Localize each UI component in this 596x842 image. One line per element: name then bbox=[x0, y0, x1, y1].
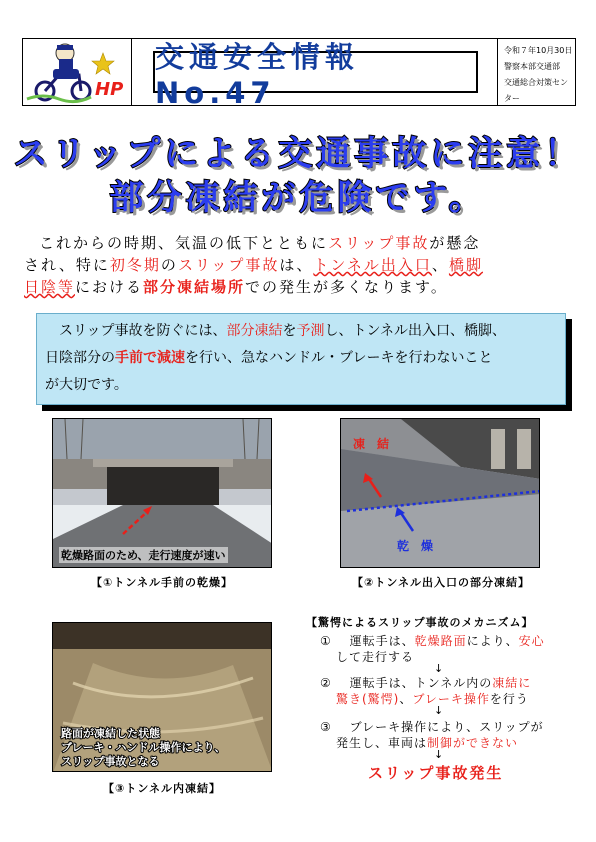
tip-line-3: が大切です。 bbox=[45, 377, 128, 393]
photo-3-caption: 【③トンネル内凍結】 bbox=[103, 782, 221, 795]
tip-line-1 bbox=[45, 318, 557, 345]
intro-text: 、 bbox=[431, 256, 449, 274]
intro-text: における bbox=[75, 278, 144, 296]
step-text: 、 bbox=[399, 692, 413, 706]
intro-highlight: 日陰等 bbox=[24, 278, 76, 296]
tip-highlight: 予測 bbox=[296, 323, 325, 339]
tip-highlight: 部分凍結 bbox=[226, 323, 283, 339]
step-highlight: 制御ができない bbox=[427, 736, 519, 750]
step-highlight: 安心 bbox=[518, 634, 545, 648]
intro-text: の bbox=[160, 256, 178, 274]
tip-text: を行い、急なハンドル・ブレーキを行わないこと bbox=[185, 350, 493, 366]
tip-highlight: 手前で減速 bbox=[115, 350, 185, 366]
step-highlight: 凍結に bbox=[492, 676, 532, 690]
issuer-info bbox=[497, 39, 575, 105]
photo-3-overlay-line-1: 路面が凍結した状態 bbox=[61, 727, 160, 740]
mechanism-step-2 bbox=[320, 674, 531, 691]
step-highlight: ブレーキ操作 bbox=[412, 692, 490, 706]
step-3-number: ③ bbox=[320, 720, 332, 734]
photo-2-caption: 【②トンネル出入口の部分凍結】 bbox=[352, 576, 530, 589]
mechanism-title: 【驚愕によるスリップ事故のメカニズム】 bbox=[306, 616, 534, 629]
tip-text: スリップ事故を防ぐには、 bbox=[59, 323, 227, 339]
intro-text: での発生が多くなります。 bbox=[245, 278, 448, 296]
photo-tunnel-inside bbox=[52, 622, 272, 772]
mechanism-step-3 bbox=[320, 718, 544, 735]
photo-tunnel-exit bbox=[340, 418, 540, 568]
step-text: 運転手は、 bbox=[349, 634, 415, 648]
tip-text: し、トンネル出入口、橋脚、 bbox=[324, 323, 507, 339]
intro-highlight: スリップ事故 bbox=[328, 234, 430, 252]
arrow-down-icon: ↓ bbox=[434, 662, 444, 675]
tip-box bbox=[36, 313, 566, 405]
photo-2-dry-label: 乾 燥 bbox=[397, 539, 434, 553]
photo-1-overlay: 乾燥路面のため、走行速度が速い bbox=[61, 549, 226, 562]
intro-highlight: スリップ事故 bbox=[177, 256, 280, 274]
intro-line-2 bbox=[24, 254, 576, 276]
issue-date: 令和７年10月30日 bbox=[504, 46, 573, 55]
intro-text: これからの時期、気温の低下とともに bbox=[39, 234, 329, 252]
mechanism-step-3-cont bbox=[336, 734, 518, 751]
logo-box bbox=[23, 39, 132, 105]
headline-line-1: スリップによる交通事故に注意！ bbox=[13, 134, 583, 174]
title-box bbox=[131, 39, 497, 110]
title-frame bbox=[153, 39, 478, 110]
page-title: 交通安全情報 No.47 bbox=[155, 39, 360, 110]
intro-highlight: 部分凍結場所 bbox=[143, 278, 246, 296]
intro-highlight: トンネル出入口 bbox=[313, 256, 432, 274]
intro-text: が懸念 bbox=[429, 234, 481, 252]
arrow-down-icon: ↓ bbox=[434, 704, 444, 717]
intro-line-1 bbox=[24, 232, 576, 254]
arrow-down-icon: ↓ bbox=[434, 748, 444, 761]
intro-highlight: 初冬期 bbox=[109, 256, 161, 274]
step-text: ブレーキ操作により、スリップが bbox=[349, 720, 544, 734]
step-highlight: 乾燥路面 bbox=[414, 634, 467, 648]
mechanism-step-1 bbox=[320, 632, 545, 649]
headline-line-2: 部分凍結が危険です。 bbox=[109, 178, 487, 218]
intro-line-3 bbox=[24, 276, 576, 298]
photo-1-caption: 【①トンネル手前の乾燥】 bbox=[91, 576, 233, 589]
mechanism-result: スリップ事故発生 bbox=[368, 764, 504, 782]
mechanism-step-2-cont bbox=[336, 690, 529, 707]
tip-text: 日陰部分の bbox=[45, 350, 115, 366]
photo-3-overlay-line-3: スリップ事故となる bbox=[61, 755, 160, 768]
intro-paragraph bbox=[24, 232, 576, 298]
step-text: 運転手は、トンネル内の bbox=[349, 676, 493, 690]
step-2-number: ② bbox=[320, 676, 332, 690]
issuer-dept: 交通総合対策センター bbox=[504, 78, 568, 103]
step-text: 発生し、車両は bbox=[336, 736, 428, 750]
mechanism-step-1-cont: して走行する bbox=[336, 650, 415, 664]
intro-text: は、 bbox=[279, 256, 314, 274]
tip-text: を bbox=[282, 323, 297, 339]
photo-3-overlay-line-2: ブレーキ・ハンドル操作により、 bbox=[61, 741, 226, 754]
tunnel-approach-image bbox=[53, 419, 272, 568]
step-highlight: 驚き(驚愕) bbox=[336, 692, 400, 706]
issuer-org: 警察本部交通部 bbox=[504, 62, 560, 71]
step-1-number: ① bbox=[320, 634, 332, 648]
step-text: により、 bbox=[466, 634, 519, 648]
header bbox=[22, 38, 576, 110]
logo-hp-text: HP bbox=[95, 79, 124, 100]
intro-text: され、特に bbox=[24, 256, 110, 274]
photo-3-overlay bbox=[61, 727, 226, 769]
intro-highlight: 橋脚 bbox=[448, 256, 483, 274]
tip-line-2 bbox=[45, 345, 557, 372]
step-text: を行う bbox=[489, 692, 529, 706]
photo-tunnel-approach bbox=[52, 418, 272, 568]
photo-2-frozen-label: 凍 結 bbox=[353, 437, 390, 451]
